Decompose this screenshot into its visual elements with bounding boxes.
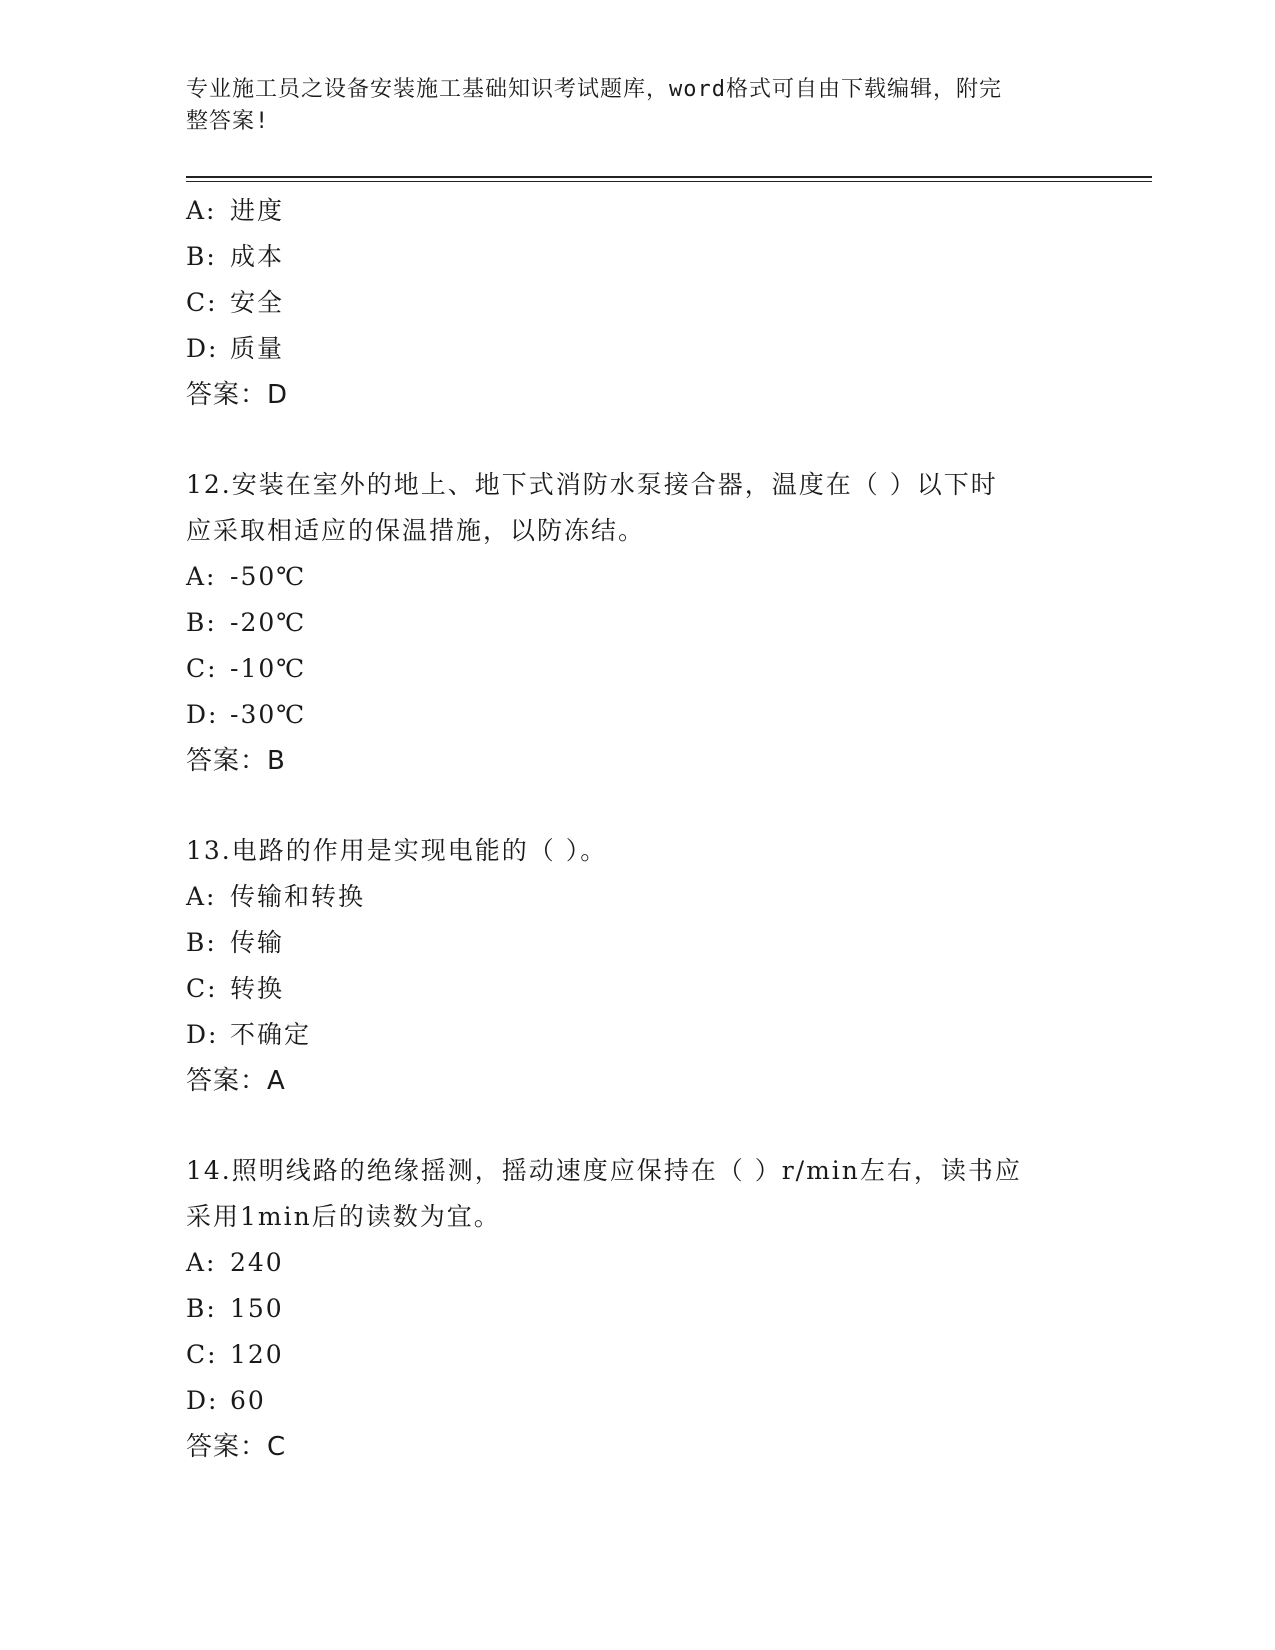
question-list [186,188,1086,1470]
option-b: B: 传输 [186,928,285,957]
option-d: D: -30℃ [186,700,307,729]
answer-line: 答案：A [186,1066,286,1096]
header-line-1: 专业施工员之设备安装施工基础知识考试题库，word格式可自由下载编辑，附完 [186,77,1002,102]
question-block-13 [186,828,1086,1104]
header-line-2: 整答案! [186,109,270,134]
option-a: A: 240 [186,1248,284,1277]
header-divider-thick [186,176,1152,178]
option-d: D: 质量 [186,334,285,363]
question-stem: 13.电路的作用是实现电能的（ ）。 [186,836,608,865]
question-block-12 [186,462,1086,784]
option-d: D: 60 [186,1386,266,1415]
option-c: C: 转换 [186,974,285,1003]
document-header [186,74,1066,138]
option-b: B: 成本 [186,242,285,271]
question-block-14 [186,1148,1086,1470]
answer-line: 答案：C [186,1432,287,1462]
option-c: C: 120 [186,1340,284,1369]
option-c: C: -10℃ [186,654,307,683]
option-b: B: 150 [186,1294,284,1323]
option-b: B: -20℃ [186,608,307,637]
question-block-11 [186,188,1086,418]
option-c: C: 安全 [186,288,285,317]
answer-line: 答案：D [186,380,289,410]
question-stem-continued: 采用1min后的读数为宜。 [186,1202,501,1231]
option-a: A: 传输和转换 [186,882,366,911]
header-divider-thin [186,181,1152,182]
option-a: A: 进度 [186,196,285,225]
option-a: A: -50℃ [186,562,307,591]
question-stem: 12.安装在室外的地上、地下式消防水泵接合器，温度在（ ）以下时 [186,470,998,499]
question-stem: 14.照明线路的绝缘摇测，摇动速度应保持在（ ）r/min左右，读书应 [186,1156,1022,1185]
question-stem-continued: 应采取相适应的保温措施，以防冻结。 [186,516,646,545]
option-d: D: 不确定 [186,1020,312,1049]
answer-line: 答案：B [186,746,286,776]
